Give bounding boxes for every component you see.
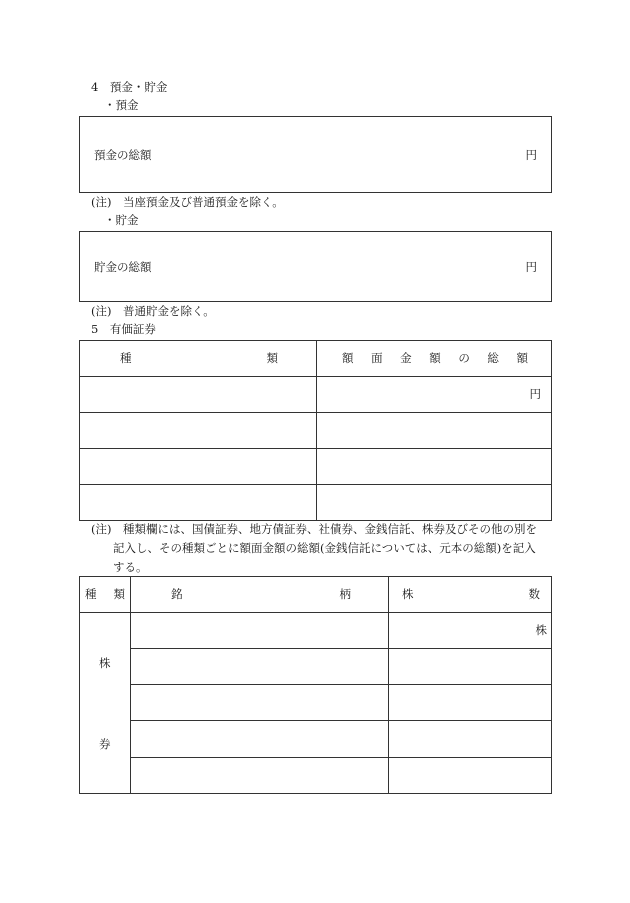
header-face-value-char: 金 — [400, 351, 412, 365]
header-kind — [120, 353, 278, 365]
section-5-heading: 5 有価証券 — [91, 322, 156, 336]
header-face-value-char: 額 — [516, 351, 528, 365]
securities-note-line-1: (注) 種類欄には、国債証券、地方債証券、社債券、金銭信託、株券及びその他の別を — [91, 522, 537, 536]
header-face-value-total — [342, 353, 528, 365]
savings-total-label: 貯金の総額 — [94, 260, 152, 274]
deposit-box — [79, 116, 552, 193]
securities-note-line-3: する。 — [113, 560, 148, 574]
header-kind — [85, 589, 125, 601]
securities-table — [79, 340, 552, 521]
row-label-stock-char-1: 株 — [99, 656, 111, 670]
header-kind-char: 種 — [85, 587, 97, 601]
savings-unit: 円 — [525, 260, 537, 274]
securities-note-line-2: 記入し、その種類ごとに額面金額の総額(金銭信託については、元本の総額)を記入 — [113, 541, 536, 555]
header-face-value-char: 額 — [429, 351, 441, 365]
header-kind-char: 類 — [266, 351, 278, 365]
header-brand — [171, 589, 351, 601]
securities-unit: 円 — [529, 387, 541, 401]
savings-box — [79, 231, 552, 302]
header-shares — [402, 589, 540, 601]
savings-subheading: ・貯金 — [104, 213, 139, 227]
header-kind-char: 類 — [113, 587, 125, 601]
stock-table — [79, 576, 552, 794]
header-shares-char: 数 — [528, 587, 540, 601]
row-label-stock-char-2: 券 — [99, 737, 111, 751]
header-kind-char: 種 — [120, 351, 132, 365]
deposit-subheading: ・預金 — [104, 98, 139, 112]
section-4-heading: 4 預金・貯金 — [91, 80, 168, 94]
header-brand-char: 柄 — [339, 587, 351, 601]
header-shares-char: 株 — [402, 587, 414, 601]
deposit-note: (注) 当座預金及び普通預金を除く。 — [91, 195, 284, 209]
header-brand-char: 銘 — [171, 587, 183, 601]
shares-unit: 株 — [535, 623, 547, 637]
header-face-value-char: の — [458, 351, 470, 365]
deposit-unit: 円 — [525, 148, 537, 162]
header-face-value-char: 総 — [487, 351, 499, 365]
savings-note: (注) 普通貯金を除く。 — [91, 304, 215, 318]
header-face-value-char: 額 — [342, 351, 354, 365]
header-face-value-char: 面 — [371, 351, 383, 365]
deposit-total-label: 預金の総額 — [94, 148, 152, 162]
